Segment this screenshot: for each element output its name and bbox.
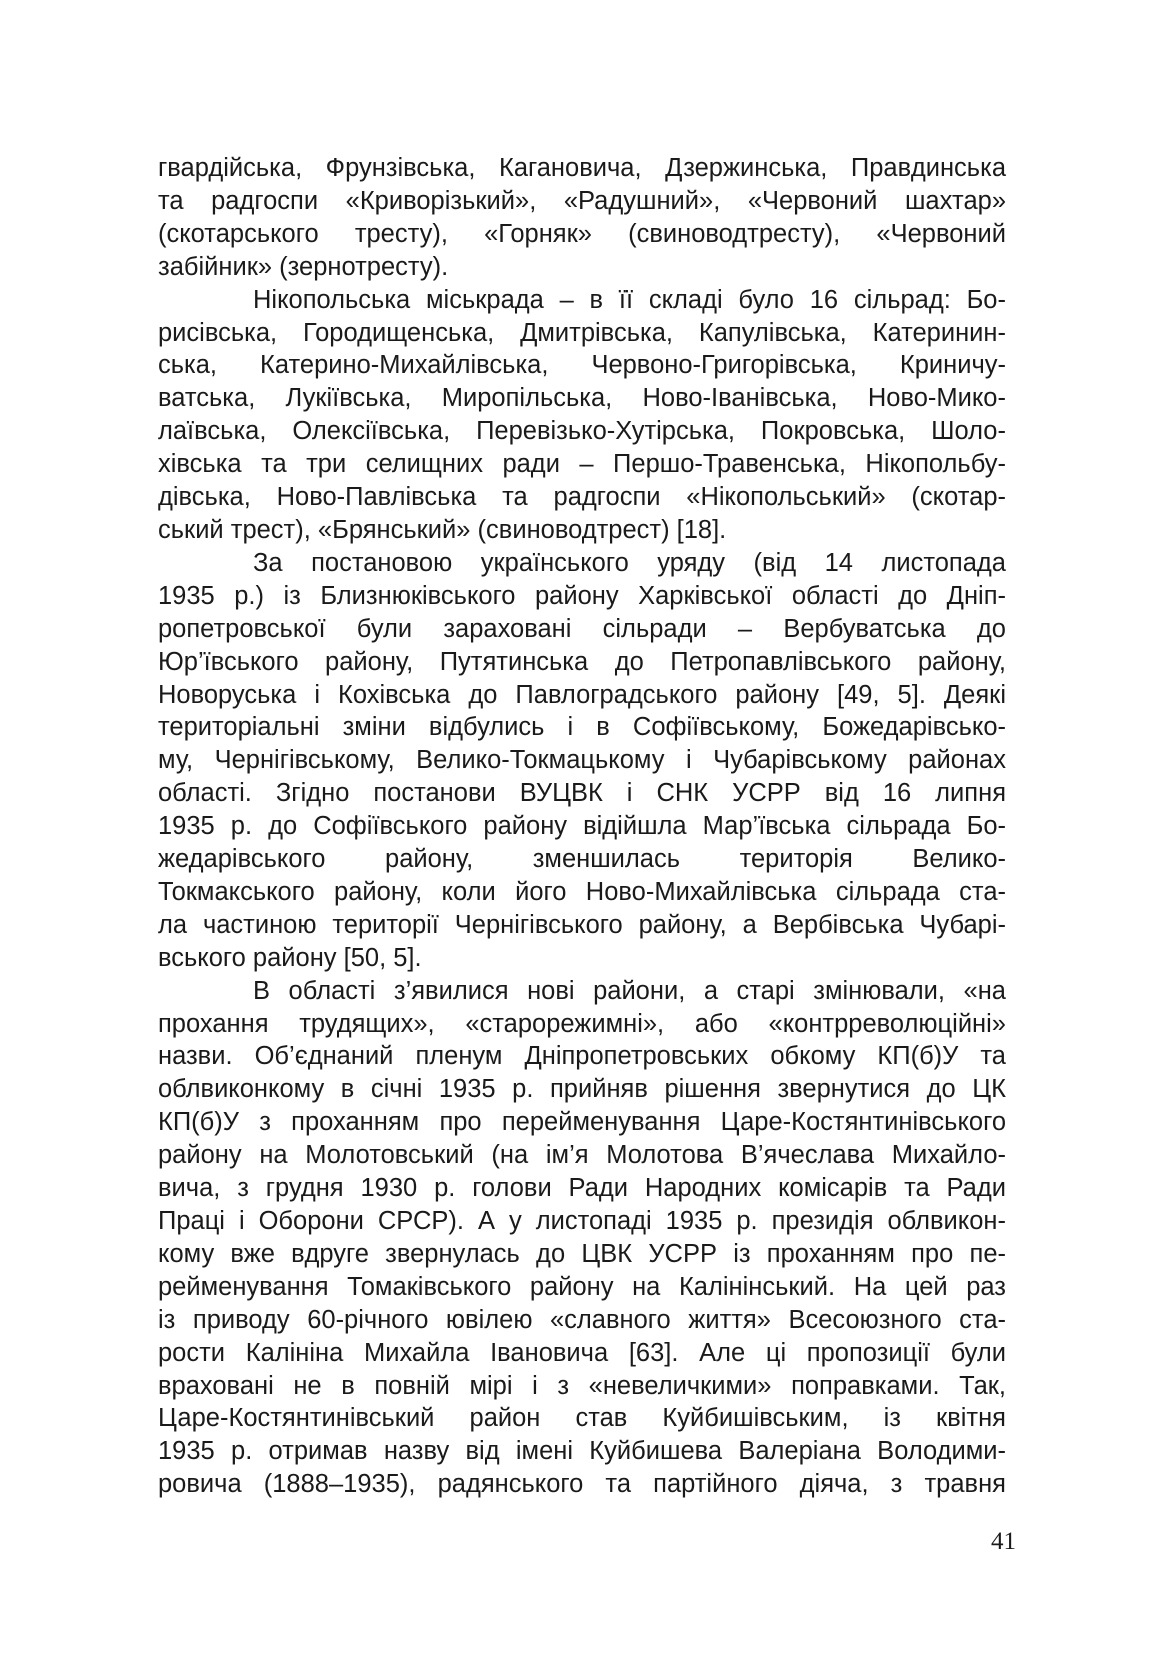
text-line: лаївська, Олексіївська, Перевізько-Хутірська, Покровська, Шоло-: [158, 417, 1006, 446]
text-line: ський трест), «Брянський» (свиноводтрест) [18].: [158, 515, 727, 544]
text-line: дівська, Ново-Павлівська та радгоспи «Нікопольський» (скотар-: [158, 483, 1006, 512]
text-line: рости Калініна Михайла Івановича [63]. Але ці пропозиції були: [158, 1338, 1006, 1367]
paragraph-first-line: В області з’явилися нові райони, а старі змінювали, «на: [253, 976, 1006, 1005]
text-line: Праці і Оборони СРСР). А у листопаді 1935 р. президія облвикон-: [158, 1207, 1006, 1235]
text-line: ська, Катерино-Михайлівська, Червоно-Григорівська, Криничу-: [158, 351, 1006, 380]
text-line: району на Молотовський (на ім’я Молотова В’ячеслава Михайло-: [158, 1141, 1006, 1170]
text-line: забійник» (зернотресту).: [158, 252, 449, 281]
text-line: ла частиною території Чернігівського району, а Вербівська Чубарі-: [158, 910, 1006, 939]
text-line: враховані не в повній мірі і з «невеличкими» поправками. Так,: [158, 1371, 1006, 1400]
text-line: КП(б)У з проханням про перейменування Царе-Костянтинівського: [158, 1108, 1006, 1137]
paragraph-first-line: Нікопольська міськрада – в її складі було 16 сільрад: Бо-: [253, 285, 1006, 314]
text-line: області. Згідно постанови ВУЦВК і СНК УСРР від 16 липня: [158, 779, 1006, 808]
text-line: жедарівського району, зменшилась територія Велико-: [158, 845, 1006, 874]
text-line: та радгоспи «Криворізький», «Радушний», «Червоний шахтар»: [158, 186, 1006, 215]
text-line: облвиконкому в січні 1935 р. прийняв рішення звернутися до ЦК: [158, 1075, 1006, 1104]
text-line: рейменування Томаківського району на Калінінський. На цей раз: [158, 1272, 1006, 1301]
body-text: [158, 152, 1006, 1501]
text-line: (скотарського тресту), «Горняк» (свиноводтресту), «Червоний: [158, 219, 1006, 248]
text-line: 1935 р. до Софіївського району відійшла Мар’ївська сільрада Бо-: [158, 812, 1006, 841]
text-line: ватська, Лукіївська, Миропільська, Ново-Іванівська, Ново-Мико-: [158, 384, 1006, 413]
text-line: хівська та три селищних ради – Першо-Травенська, Нікопольбу-: [158, 450, 1006, 479]
text-line: рисівська, Городищенська, Дмитрівська, Капулівська, Катеринин-: [158, 318, 1006, 347]
text-line: із приводу 60-річного ювілею «славного життя» Всесоюзного ста-: [158, 1305, 1006, 1334]
text-line: вського району [50, 5].: [158, 943, 422, 972]
text-line: ровича (1888–1935), радянського та партійного діяча, з травня: [158, 1470, 1006, 1499]
text-line: Царе-Костянтинівський район став Куйбишівським, із квітня: [158, 1404, 1006, 1433]
text-line: Новоруська і Кохівська до Павлоградського району [49, 5]. Деякі: [158, 680, 1006, 709]
text-line: Токмакського району, коли його Ново-Михайлівська сільрада ста-: [158, 877, 1006, 906]
text-line: 1935 р. отримав назву від імені Куйбишева Валеріана Володими-: [158, 1437, 1006, 1466]
text-line: ропетровської були зараховані сільради – Вербуватська до: [158, 614, 1006, 643]
text-line: вича, з грудня 1930 р. голови Ради Народних комісарів та Ради: [158, 1174, 1006, 1203]
paragraph-first-line: За постановою українського уряду (від 14 листопада: [253, 548, 1006, 577]
text-line: 1935 р.) із Близнюківського району Харківської області до Дніп-: [158, 581, 1006, 610]
text-line: му, Чернігівському, Велико-Токмацькому і Чубарівському районах: [158, 746, 1006, 775]
text-line: прохання трудящих», «старорежимні», або «контрреволюційні»: [158, 1009, 1006, 1038]
text-line: територіальні зміни відбулись і в Софіївському, Божедарівсько-: [158, 713, 1006, 742]
text-line: гвардійська, Фрунзівська, Кагановича, Дзержинська, Правдинська: [158, 154, 1006, 182]
text-line: кому вже вдруге звернулась до ЦВК УСРР із проханням про пе-: [158, 1239, 1006, 1268]
text-line: назви. Об’єднаний пленум Дніпропетровських обкому КП(б)У та: [158, 1042, 1006, 1071]
page-number: 41: [991, 1528, 1016, 1555]
text-line: Юр’ївського району, Путятинська до Петропавлівського району,: [158, 647, 1006, 676]
